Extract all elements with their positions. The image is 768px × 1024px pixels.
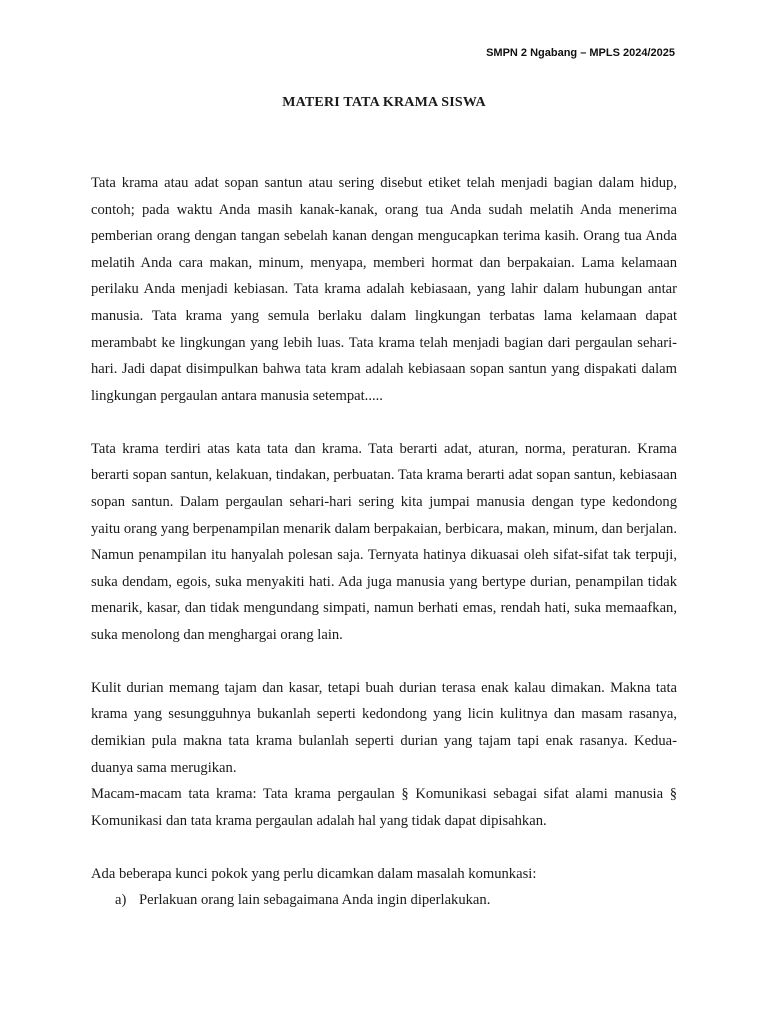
- document-title: MATERI TATA KRAMA SISWA: [282, 95, 486, 110]
- list-item-text: Perlakuan orang lain sebagaimana Anda ingin diperlakukan.: [139, 892, 491, 909]
- document-body: [91, 170, 677, 914]
- page-header: SMPN 2 Ngabang – MPLS 2024/2025: [486, 47, 675, 59]
- paragraph-4: Macam-macam tata krama: Tata krama pergaulan § Komunikasi sebagai sifat alami manusia § Komunikasi dan tata krama pergaulan adalah hal yang tidak dapat dipisahkan.: [91, 786, 677, 829]
- paragraph-3: Kulit durian memang tajam dan kasar, tetapi buah durian terasa enak kalau dimakan. Makna tata krama yang sesungguhnya bukanlah seperti kedondong yang licin kulitnya dan masam rasanya, demikian pula makna tata krama bulanlah seperti durian yang tajam tapi enak rasanya. Kedua-duanya sama merugikan.: [91, 679, 677, 776]
- paragraph-2: Tata krama terdiri atas kata tata dan krama. Tata berarti adat, aturan, norma, peraturan. Krama berarti sopan santun, kelakuan, tindakan, perbuatan. Tata krama berarti adat sopan santun, kebiasaan sopan santun. Dalam pergaulan sehari-hari sering kita jumpai manusia dengan type kedondong yaitu orang yang berpenampilan menarik dalam berpakaian, berbicara, makan, minum, dan berjalan. Namun penampilan itu hanyalah polesan saja. Ternyata hatinya dikuasai oleh sifat-sifat tak terpuji, suka dendam, egois, suka menyakiti hati. Ada juga manusia yang bertype durian, penampilan tidak menarik, kasar, dan tidak mengundang simpati, namun berhati emas, rendah hati, suka memaafkan, suka menolong dan menghargai orang lain.: [91, 440, 677, 643]
- paragraph-1: Tata krama atau adat sopan santun atau sering disebut etiket telah menjadi bagian dalam hidup, contoh; pada waktu Anda masih kanak-kanak, orang tua Anda sudah melatih Anda menerima pemberian orang dengan tangan sebelah kanan dengan mengucapkan terima kasih. Orang tua Anda melatih Anda cara makan, minum, menyapa, memberi hormat dan berpakaian. Lama kelamaan perilaku Anda menjadi kebiasan. Tata krama adalah kebiasaan, yang lahir dalam hubungan antar manusia. Tata krama yang semula berlaku dalam lingkungan terbatas lama kelamaan dapat merambabt ke lingkungan yang lebih luas. Tata krama telah menjadi bagian dari pergaulan sehari-hari. Jadi dapat disimpulkan bahwa tata kram adalah kebiasaan sopan santun yang dispakati dalam lingkungan pergaulan antara manusia setempat.....: [91, 175, 677, 404]
- list-item: [91, 887, 677, 914]
- key-points-list: [91, 887, 677, 914]
- paragraph-5: Ada beberapa kunci pokok yang perlu dicamkan dalam masalah komunkasi:: [91, 865, 537, 882]
- list-marker: a): [115, 892, 127, 909]
